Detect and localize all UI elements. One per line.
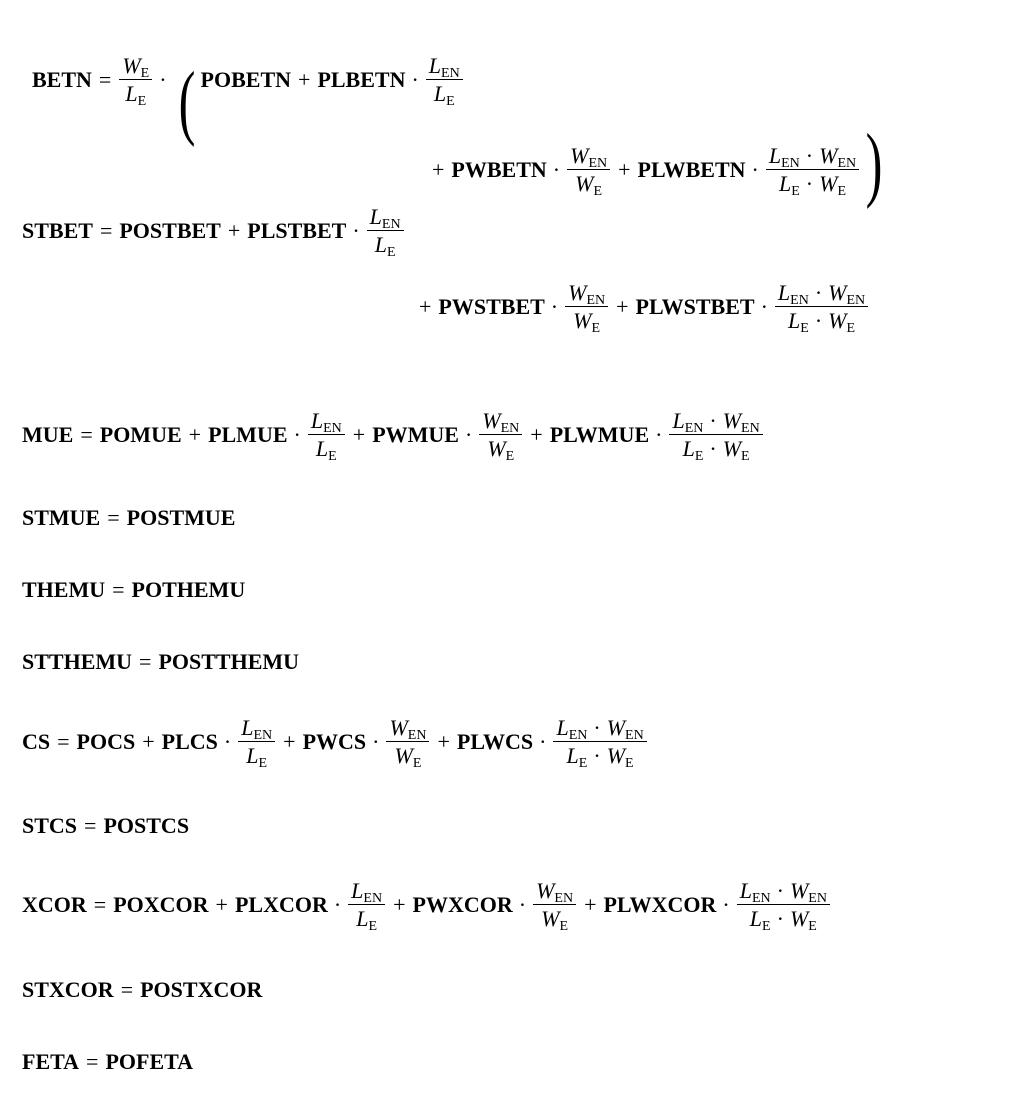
equals-sign: = [57, 729, 70, 754]
equals-sign: = [120, 977, 134, 1002]
equals-sign: = [98, 66, 112, 92]
fraction-len-over-le: $\frac{L_{EN}}{L_E}$ [238, 717, 275, 767]
equals-sign: = [84, 813, 97, 838]
lhs: STMUE [22, 505, 101, 530]
fraction-lenwen-over-lewe: $\frac{L_{EN} \cdot W_{EN}}{L_E \cdot W_E}$ [775, 282, 868, 332]
right-paren: ) [865, 117, 883, 210]
fraction-wen-over-we: $\frac{W_{EN}}{W_E}$ [567, 145, 610, 195]
plus-sign: + [432, 156, 445, 182]
equation-stcs [22, 815, 189, 837]
multiply-dot: · [539, 729, 547, 754]
fraction-lenwen-over-lewe: $\frac{L_{EN} \cdot W_{EN}}{L_E \cdot W_E}$ [669, 410, 762, 460]
term: PWCS [302, 729, 367, 754]
equation-stxcor [22, 979, 262, 1001]
plus-sign: + [188, 422, 202, 447]
equation-mue [22, 408, 764, 464]
equation-feta [22, 1051, 193, 1073]
equals-sign: = [93, 892, 107, 917]
term: PLWCS [456, 729, 534, 754]
plus-sign: + [393, 892, 406, 917]
multiply-dot: · [293, 422, 301, 447]
fraction-wen-over-we: $\frac{W_{EN}}{W_E}$ [533, 880, 576, 930]
multiply-dot: · [722, 892, 730, 917]
term: PLWXCOR [603, 892, 717, 917]
equation-betn-line1 [32, 42, 464, 148]
fraction-lenwen-over-lewe: $\frac{L_{EN} \cdot W_{EN}}{L_E \cdot W_E}$ [553, 717, 646, 767]
equation-stbet-line1 [22, 204, 405, 260]
equals-sign: = [107, 505, 120, 530]
multiply-dot: · [550, 294, 559, 319]
term: PLMUE [208, 422, 288, 447]
term: POSTXCOR [140, 977, 263, 1002]
term: POSTBET [119, 218, 221, 243]
term: POMUE [99, 422, 182, 447]
plus-sign: + [530, 422, 543, 447]
multiply-dot: · [411, 66, 419, 92]
lhs: STCS [22, 813, 78, 838]
equals-sign: = [139, 649, 152, 674]
plus-sign: + [618, 156, 631, 182]
plus-sign: + [584, 892, 597, 917]
multiply-dot: · [352, 218, 360, 243]
lhs: STXCOR [22, 977, 114, 1002]
term: POSTCS [103, 813, 190, 838]
multiply-dot: · [464, 422, 473, 447]
multiply-dot: · [159, 66, 167, 92]
equals-sign: = [99, 218, 113, 243]
multiply-dot: · [223, 729, 232, 754]
lhs: MUE [22, 422, 74, 447]
lhs: BETN [32, 66, 92, 92]
fraction-len-over-le: $\frac{L_{EN}}{L_E}$ [348, 880, 385, 930]
fraction-lenwen-over-lewe: $\frac{L_{EN} \cdot W_{EN}}{L_E \cdot W_E}$ [766, 145, 859, 195]
term: POCS [76, 729, 136, 754]
fraction-wen-over-we: $\frac{W_{EN}}{W_E}$ [386, 717, 429, 767]
equation-xcor [22, 878, 831, 934]
term: PLSTBET [247, 218, 347, 243]
equation-stbet-line2 [412, 280, 869, 336]
plus-sign: + [283, 729, 296, 754]
term: PWXCOR [412, 892, 513, 917]
term: PLWBETN [637, 156, 746, 182]
plus-sign: + [352, 422, 366, 447]
multiply-dot: · [655, 422, 663, 447]
lhs: XCOR [22, 892, 87, 917]
equals-sign: = [86, 1049, 99, 1074]
term: PWMUE [372, 422, 459, 447]
lhs: STTHEMU [22, 649, 133, 674]
lhs: FETA [22, 1049, 80, 1074]
fraction-len-over-le: $\frac{L_{EN}}{L_E}$ [308, 410, 345, 460]
lhs: THEMU [22, 577, 106, 602]
term: POXCOR [113, 892, 209, 917]
term: POTHEMU [131, 577, 246, 602]
term: POSTTHEMU [158, 649, 300, 674]
left-paren: ( [178, 55, 195, 148]
fraction-wen-over-we: $\frac{W_{EN}}{W_E}$ [479, 410, 522, 460]
plus-sign: + [142, 729, 155, 754]
term: POSTMUE [126, 505, 236, 530]
multiply-dot: · [760, 294, 768, 319]
term: PLBETN [317, 66, 406, 92]
fraction-we-over-le: $\frac{W_E}{L_E}$ [119, 55, 152, 105]
fraction-len-over-le: $\frac{L_{EN}}{L_E}$ [367, 206, 404, 256]
fraction-lenwen-over-lewe: $\frac{L_{EN} \cdot W_{EN}}{L_E \cdot W_E}$ [737, 880, 830, 930]
term: PLWSTBET [635, 294, 755, 319]
term: PLWMUE [549, 422, 650, 447]
fraction-len-over-le: $\frac{L_{EN}}{L_E}$ [426, 55, 463, 105]
equation-cs [22, 715, 648, 771]
equals-sign: = [112, 577, 125, 602]
equation-themu [22, 579, 245, 601]
equals-sign: = [80, 422, 93, 447]
plus-sign: + [437, 729, 450, 754]
plus-sign: + [419, 294, 432, 319]
multiply-dot: · [751, 156, 759, 182]
plus-sign: + [215, 892, 228, 917]
plus-sign: + [298, 66, 311, 92]
term: PWSTBET [438, 294, 545, 319]
term: POBETN [200, 66, 292, 92]
fraction-wen-over-we: $\frac{W_{EN}}{W_E}$ [565, 282, 608, 332]
equation-betn-line2 [425, 117, 888, 210]
term: PWBETN [451, 156, 547, 182]
equation-stthemu [22, 651, 299, 673]
multiply-dot: · [518, 892, 527, 917]
plus-sign: + [616, 294, 629, 319]
lhs: CS [22, 729, 51, 754]
multiply-dot: · [552, 156, 561, 182]
term: PLCS [161, 729, 218, 754]
equation-stmue [22, 507, 235, 529]
term: PLXCOR [234, 892, 328, 917]
multiply-dot: · [333, 892, 342, 917]
plus-sign: + [227, 218, 241, 243]
multiply-dot: · [372, 729, 380, 754]
lhs: STBET [22, 218, 93, 243]
term: POFETA [105, 1049, 194, 1074]
